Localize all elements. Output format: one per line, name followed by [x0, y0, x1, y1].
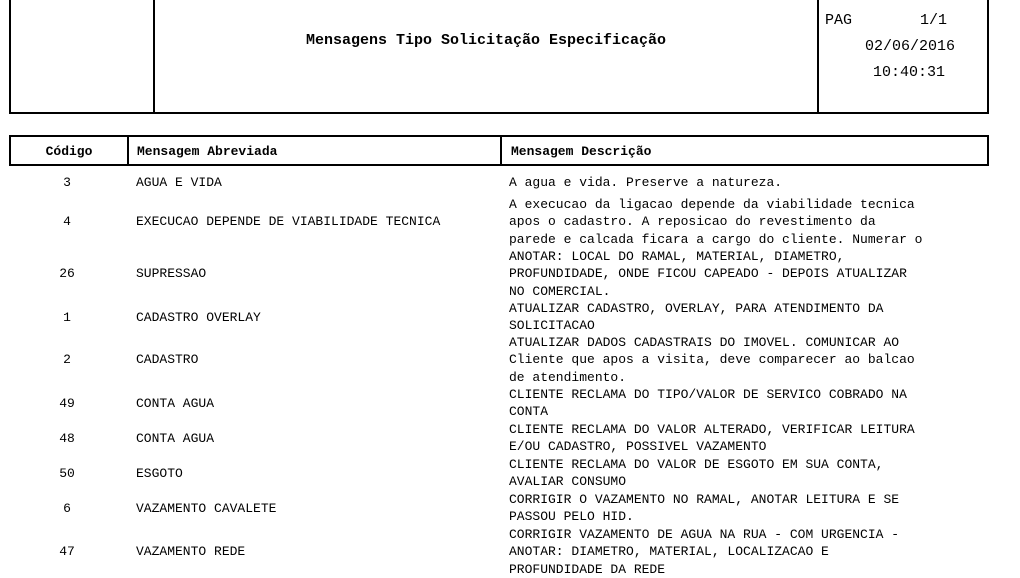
- description-line: PROFUNDIDADE, ONDE FICOU CAPEADO - DEPOIS ATUALIZAR: [509, 266, 907, 282]
- row-description: [509, 334, 989, 386]
- row-code: 3: [63, 175, 71, 190]
- row-code: 50: [59, 465, 75, 481]
- row-code: 4: [63, 214, 71, 230]
- column-divider: [127, 137, 129, 164]
- description-line: CLIENTE RECLAMA DO VALOR DE ESGOTO EM SUA CONTA,: [509, 457, 884, 472]
- row-short-message: SUPRESSAO: [136, 266, 207, 282]
- row-description: [509, 456, 989, 491]
- page-label: PAG: [825, 12, 853, 29]
- description-line: AVALIAR CONSUMO: [509, 474, 627, 490]
- row-short-message: CONTA AGUA: [136, 430, 215, 446]
- row-short-message: AGUA E VIDA: [136, 175, 222, 190]
- table-header: [9, 135, 989, 166]
- page-number: 1/1: [919, 12, 947, 29]
- row-code: 47: [59, 544, 75, 560]
- row-short-message: CONTA AGUA: [136, 395, 215, 411]
- row-code: 6: [63, 500, 71, 516]
- description-line: ATUALIZAR CADASTRO, OVERLAY, PARA ATENDIMENTO DA: [509, 301, 884, 316]
- row-code: 2: [63, 352, 71, 368]
- description-line: ATUALIZAR DADOS CADASTRAIS DO IMOVEL. COMUNICAR AO: [509, 335, 900, 350]
- row-description: [509, 196, 989, 248]
- row-code: 26: [59, 266, 75, 282]
- logo-cell: [11, 0, 155, 112]
- row-description: [509, 491, 989, 526]
- row-description: [509, 421, 989, 456]
- row-description: [509, 526, 989, 578]
- column-divider: [500, 137, 502, 164]
- row-description: [509, 174, 989, 191]
- report-date: 02/06/2016: [864, 38, 955, 55]
- row-description: [509, 300, 989, 335]
- description-line: CORRIGIR O VAZAMENTO NO RAMAL, ANOTAR LEITURA E SE: [509, 492, 900, 507]
- row-short-message: EXECUCAO DEPENDE DE VIABILIDADE TECNICA: [136, 214, 441, 230]
- report-header: [9, 0, 989, 114]
- description-line: parede e calcada ficara a cargo do cliente. Numerar o: [509, 231, 923, 247]
- row-short-message: ESGOTO: [136, 465, 183, 481]
- row-code: 48: [59, 430, 75, 446]
- column-header-code: Código: [45, 144, 93, 159]
- report-title: Mensagens Tipo Solicitação Especificação: [305, 32, 667, 49]
- report-time: 10:40:31: [872, 64, 945, 81]
- description-line: SOLICITACAO: [509, 318, 595, 334]
- description-line: CONTA: [509, 404, 549, 420]
- row-code: 1: [63, 309, 71, 325]
- description-line: NO COMERCIAL.: [509, 283, 611, 299]
- description-line: Cliente que apos a visita, deve comparecer ao balcao: [509, 352, 915, 368]
- description-line: A agua e vida. Preserve a natureza.: [509, 175, 783, 190]
- row-description: [509, 386, 989, 421]
- description-line: A execucao da ligacao depende da viabilidade tecnica: [509, 197, 915, 212]
- report-meta: [817, 0, 989, 112]
- description-line: PASSOU PELO HID.: [509, 509, 634, 525]
- row-short-message: CADASTRO OVERLAY: [136, 309, 261, 325]
- row-description: [509, 248, 989, 300]
- description-line: ANOTAR: LOCAL DO RAMAL, MATERIAL, DIAMETRO,: [509, 249, 845, 264]
- row-short-message: VAZAMENTO CAVALETE: [136, 500, 277, 516]
- row-short-message: CADASTRO: [136, 352, 199, 368]
- description-line: E/OU CADASTRO, POSSIVEL VAZAMENTO: [509, 439, 767, 455]
- description-line: ANOTAR: DIAMETRO, MATERIAL, LOCALIZACAO E: [509, 544, 829, 560]
- column-header-description: Mensagem Descrição: [511, 144, 652, 159]
- description-line: CLIENTE RECLAMA DO VALOR ALTERADO, VERIFICAR LEITURA: [509, 422, 915, 437]
- column-header-short-message: Mensagem Abreviada: [137, 144, 278, 159]
- description-line: CORRIGIR VAZAMENTO DE AGUA NA RUA - COM URGENCIA -: [509, 527, 900, 542]
- description-line: apos o cadastro. A reposicao do revestimento da: [509, 214, 876, 230]
- description-line: PROFUNDIDADE DA REDE: [509, 561, 666, 577]
- description-line: CLIENTE RECLAMA DO TIPO/VALOR DE SERVICO COBRADO NA: [509, 387, 907, 402]
- row-code: 49: [59, 395, 75, 411]
- row-short-message: VAZAMENTO REDE: [136, 544, 246, 560]
- description-line: de atendimento.: [509, 369, 627, 385]
